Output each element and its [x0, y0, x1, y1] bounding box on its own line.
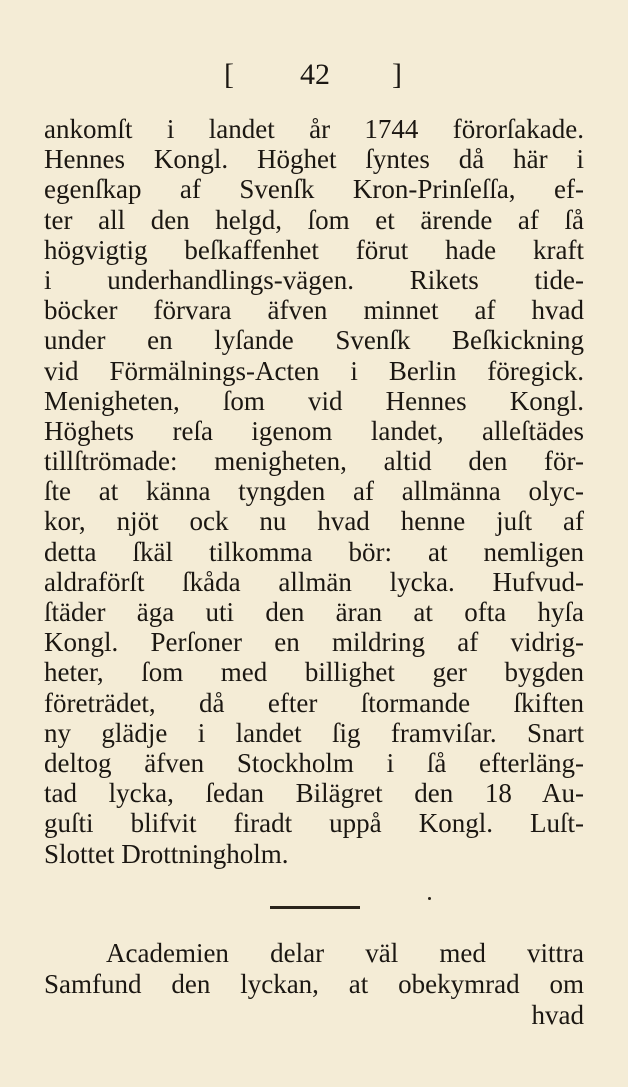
section-divider-rule — [270, 906, 360, 909]
text-line: deltog äfven Stockholm i ſå efterläng- — [44, 747, 584, 778]
text-line: Kongl. Perſoner en mildring af vidrig- — [44, 627, 584, 658]
page-number: 42 — [300, 58, 330, 91]
text-line: Menigheten, ſom vid Hennes Kongl. — [44, 385, 584, 416]
paragraph-second — [44, 938, 584, 1031]
text-line: ter all den helgd, ſom et ärende af ſå — [44, 204, 584, 235]
text-line: ſtäder äga uti den äran at ofta hyſa — [44, 597, 584, 627]
text-line: ankomſt i landet år 1744 förorſakade. — [44, 114, 584, 144]
text-line: tad lycka, ſedan Bilägret den 18 Au- — [44, 778, 584, 809]
ink-dot — [428, 897, 431, 900]
header-bracket-left: [ — [224, 58, 234, 91]
text-line: heter, ſom med billighet ger bygden — [44, 657, 584, 688]
text-line: ſte at känna tyngden af allmänna olyc- — [44, 476, 584, 507]
text-line: egenſkap af Svenſk Kron-Prinſeſſa, ef- — [44, 174, 584, 205]
catchword: hvad — [531, 1000, 584, 1030]
text-line: i underhandlings-vägen. Rikets tide- — [44, 264, 584, 295]
text-line: ny glädje i landet ſig framviſar. Snart — [44, 717, 584, 748]
text-line: böcker förvara äfven minnet af hvad — [44, 295, 584, 326]
text-line: guſti blifvit firadt uppå Kongl. Luſt- — [44, 808, 584, 839]
paragraph-main — [44, 114, 584, 869]
text-line: Hennes Kongl. Höghet ſyntes då här i — [44, 144, 584, 175]
text-line: kor, njöt ock nu hvad henne juſt af — [44, 506, 584, 537]
text-line: detta ſkäl tilkomma bör: at nemligen — [44, 536, 584, 567]
text-line: under en lyſande Svenſk Beſkickning — [44, 325, 584, 356]
text-line: högvigtig beſkaffenhet förut hade kraft — [44, 234, 584, 265]
text-line: Academien delar väl med vittra — [106, 938, 584, 968]
text-line: Slottet Drottningholm. — [44, 838, 289, 869]
header-bracket-right: ] — [392, 58, 402, 91]
text-line: Samfund den lyckan, at obekymrad om — [44, 969, 584, 999]
text-line: tillſtrömade: menigheten, altid den för- — [44, 446, 584, 477]
text-line: företrädet, då efter ſtormande ſkiften — [44, 687, 584, 718]
text-line: aldraförſt ſkåda allmän lycka. Hufvud- — [44, 566, 584, 597]
text-line: Höghets reſa igenom landet, alleſtädes — [44, 415, 584, 446]
page-header — [0, 58, 628, 98]
text-line: vid Förmälnings-Acten i Berlin föregick. — [44, 355, 584, 386]
